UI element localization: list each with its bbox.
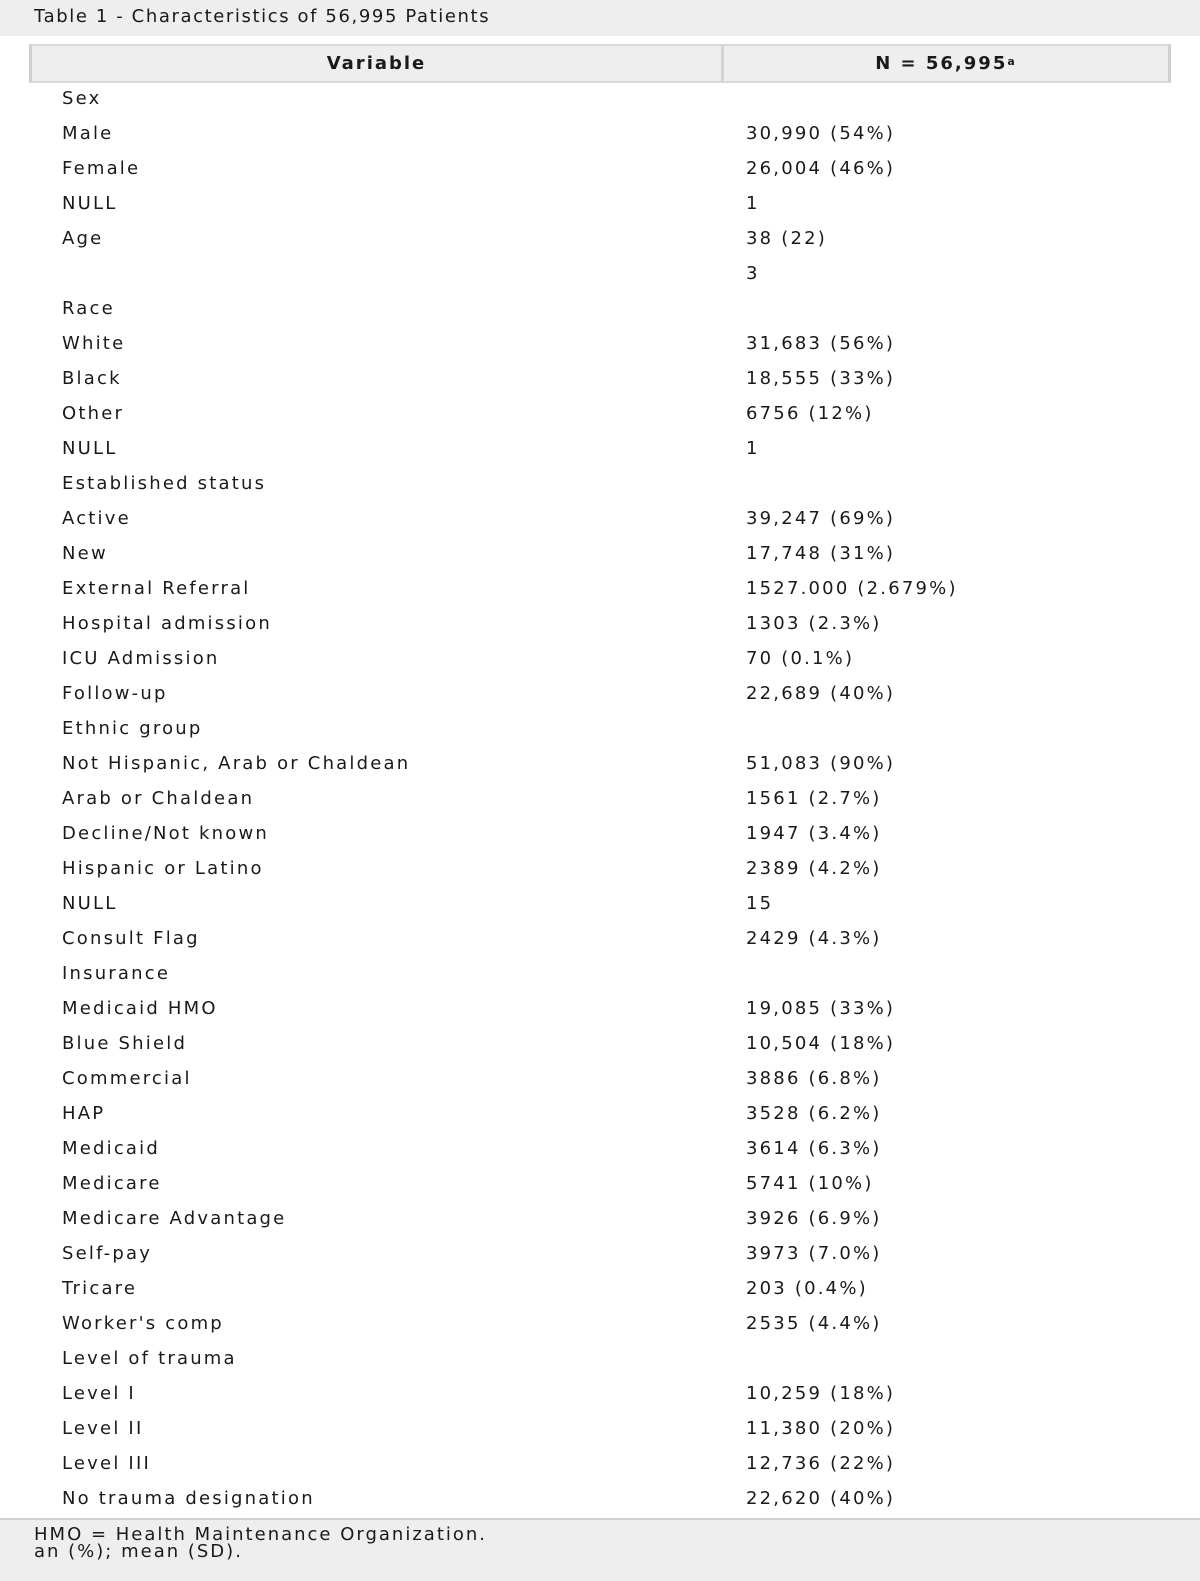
- table-row: [29, 851, 1171, 886]
- cell-value: 70 (0.1%): [746, 648, 855, 669]
- cell-value: 2389 (4.2%): [746, 858, 882, 879]
- column-header-variable: Variable: [32, 46, 724, 81]
- cell-value: 10,259 (18%): [746, 1383, 896, 1404]
- cell-value: 1: [746, 193, 760, 214]
- cell-value: 30,990 (54%): [746, 123, 896, 144]
- table-row: [29, 781, 1171, 816]
- table-row: [29, 291, 1171, 326]
- cell-variable: Age: [62, 228, 104, 249]
- table-row: [29, 606, 1171, 641]
- table-row: [29, 816, 1171, 851]
- cell-value: 26,004 (46%): [746, 158, 896, 179]
- cell-variable: Active: [62, 508, 131, 529]
- table-row: [29, 956, 1171, 991]
- table-caption: Table 1 - Characteristics of 56,995 Patients: [0, 0, 1200, 36]
- cell-variable: Established status: [62, 473, 267, 494]
- cell-value: 3973 (7.0%): [746, 1243, 882, 1264]
- table-row: [29, 746, 1171, 781]
- cell-variable: NULL: [62, 893, 118, 914]
- table-row: [29, 1376, 1171, 1411]
- cell-value: 3528 (6.2%): [746, 1103, 882, 1124]
- table-row: [29, 711, 1171, 746]
- table-row: [29, 361, 1171, 396]
- table-row: [29, 256, 1171, 291]
- cell-value: 6756 (12%): [746, 403, 874, 424]
- table-row: [29, 81, 1171, 116]
- column-header-n-label: N = 56,995: [875, 53, 1008, 74]
- cell-value: 39,247 (69%): [746, 508, 896, 529]
- table-row: [29, 431, 1171, 466]
- cell-variable: Decline/Not known: [62, 823, 270, 844]
- table-row: [29, 326, 1171, 361]
- footnote: HMO = Health Maintenance Organization.: [34, 1524, 488, 1545]
- cell-variable: Race: [62, 298, 115, 319]
- cell-value: 1527.000 (2.679%): [746, 578, 958, 599]
- footnote: an (%); mean (SD).: [34, 1541, 243, 1562]
- cell-variable: Hospital admission: [62, 613, 272, 634]
- cell-value: 22,620 (40%): [746, 1488, 896, 1509]
- table-row: [29, 1341, 1171, 1376]
- cell-variable: Follow-up: [62, 683, 168, 704]
- cell-value: 3926 (6.9%): [746, 1208, 882, 1229]
- table-row: [29, 1096, 1171, 1131]
- cell-value: 31,683 (56%): [746, 333, 896, 354]
- cell-value: 15: [746, 893, 774, 914]
- table-body: [29, 81, 1171, 1516]
- cell-value: 11,380 (20%): [746, 1418, 896, 1439]
- cell-variable: New: [62, 543, 108, 564]
- column-header-n-superscript: a: [1007, 55, 1017, 68]
- table-header: [29, 44, 1171, 83]
- cell-value: 22,689 (40%): [746, 683, 896, 704]
- table-row: [29, 1271, 1171, 1306]
- cell-variable: Insurance: [62, 963, 171, 984]
- cell-variable: Ethnic group: [62, 718, 203, 739]
- cell-variable: Medicaid: [62, 1138, 160, 1159]
- cell-variable: Level I: [62, 1383, 136, 1404]
- cell-variable: Female: [62, 158, 141, 179]
- cell-variable: Worker's comp: [62, 1313, 224, 1334]
- cell-variable: Hispanic or Latino: [62, 858, 264, 879]
- cell-variable: Tricare: [62, 1278, 138, 1299]
- cell-variable: Arab or Chaldean: [62, 788, 255, 809]
- cell-variable: Level of trauma: [62, 1348, 237, 1369]
- cell-value: 3: [746, 263, 760, 284]
- cell-variable: Other: [62, 403, 125, 424]
- cell-value: 3614 (6.3%): [746, 1138, 882, 1159]
- table-row: [29, 886, 1171, 921]
- cell-value: 17,748 (31%): [746, 543, 896, 564]
- cell-variable: ICU Admission: [62, 648, 220, 669]
- cell-value: 10,504 (18%): [746, 1033, 896, 1054]
- cell-variable: Not Hispanic, Arab or Chaldean: [62, 753, 411, 774]
- cell-variable: Self-pay: [62, 1243, 153, 1264]
- characteristics-table: [29, 44, 1171, 1516]
- table-row: [29, 1446, 1171, 1481]
- table-row: [29, 1166, 1171, 1201]
- cell-value: 1947 (3.4%): [746, 823, 882, 844]
- cell-variable: Black: [62, 368, 122, 389]
- cell-variable: Level III: [62, 1453, 151, 1474]
- table-row: [29, 1481, 1171, 1516]
- table-row: [29, 221, 1171, 256]
- cell-value: 19,085 (33%): [746, 998, 896, 1019]
- table-row: [29, 1306, 1171, 1341]
- table-row: [29, 1411, 1171, 1446]
- cell-variable: HAP: [62, 1103, 106, 1124]
- cell-value: 203 (0.4%): [746, 1278, 868, 1299]
- cell-value: 5741 (10%): [746, 1173, 874, 1194]
- table-footnotes: [0, 1518, 1200, 1581]
- table-row: [29, 501, 1171, 536]
- cell-variable: Medicare: [62, 1173, 162, 1194]
- cell-variable: NULL: [62, 193, 118, 214]
- cell-value: 1: [746, 438, 760, 459]
- table-row: [29, 536, 1171, 571]
- table-row: [29, 1061, 1171, 1096]
- cell-value: 2429 (4.3%): [746, 928, 882, 949]
- cell-variable: Sex: [62, 88, 102, 109]
- cell-value: 3886 (6.8%): [746, 1068, 882, 1089]
- table-row: [29, 921, 1171, 956]
- table-row: [29, 1201, 1171, 1236]
- cell-value: 18,555 (33%): [746, 368, 896, 389]
- cell-variable: No trauma designation: [62, 1488, 315, 1509]
- cell-variable: Male: [62, 123, 114, 144]
- table-row: [29, 186, 1171, 221]
- cell-value: 51,083 (90%): [746, 753, 896, 774]
- column-header-n: [724, 46, 1168, 81]
- cell-variable: Commercial: [62, 1068, 192, 1089]
- table-row: [29, 641, 1171, 676]
- table-row: [29, 991, 1171, 1026]
- cell-value: 1561 (2.7%): [746, 788, 882, 809]
- cell-variable: Blue Shield: [62, 1033, 188, 1054]
- table-row: [29, 1236, 1171, 1271]
- table-row: [29, 151, 1171, 186]
- table-row: [29, 676, 1171, 711]
- cell-variable: Medicare Advantage: [62, 1208, 287, 1229]
- table-row: [29, 466, 1171, 501]
- table-row: [29, 116, 1171, 151]
- cell-value: 2535 (4.4%): [746, 1313, 882, 1334]
- cell-value: 1303 (2.3%): [746, 613, 882, 634]
- cell-variable: NULL: [62, 438, 118, 459]
- cell-variable: Level II: [62, 1418, 144, 1439]
- cell-value: 12,736 (22%): [746, 1453, 896, 1474]
- table-row: [29, 1026, 1171, 1061]
- cell-variable: Medicaid HMO: [62, 998, 218, 1019]
- cell-variable: White: [62, 333, 126, 354]
- cell-variable: External Referral: [62, 578, 251, 599]
- table-row: [29, 396, 1171, 431]
- table-row: [29, 571, 1171, 606]
- table-row: [29, 1131, 1171, 1166]
- cell-value: 38 (22): [746, 228, 827, 249]
- cell-variable: Consult Flag: [62, 928, 200, 949]
